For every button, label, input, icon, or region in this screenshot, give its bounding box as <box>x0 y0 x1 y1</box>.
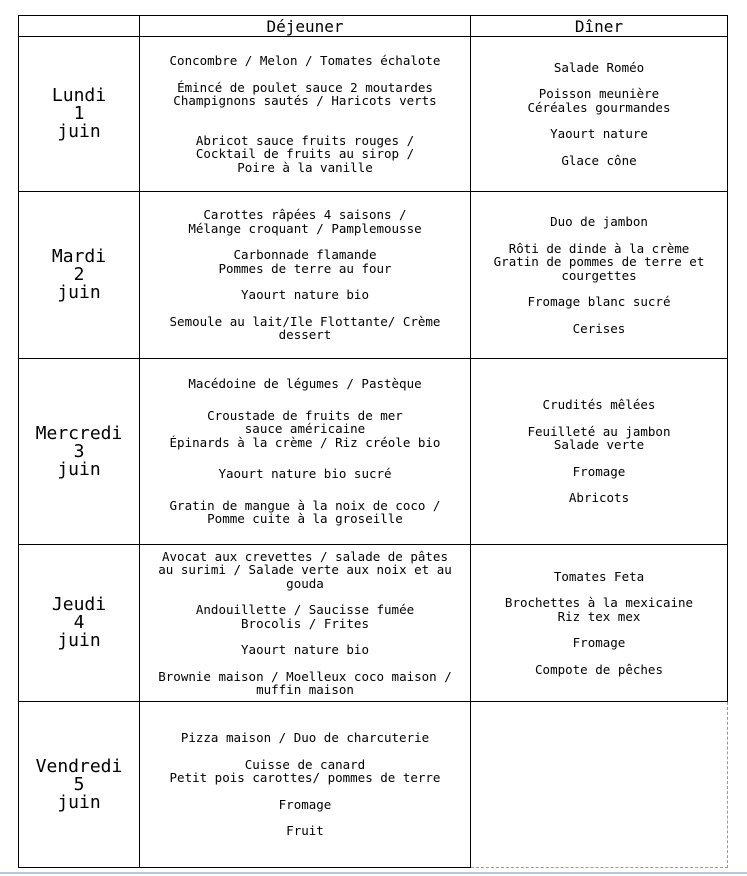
lunch-course: Pizza maison / Duo de charcuterie <box>180 730 430 746</box>
dinner-course: Fromage blanc sucré <box>527 294 671 309</box>
day-row-friday <box>19 702 728 868</box>
dinner-course: Tomates Feta <box>553 568 645 584</box>
dinner-header: Dîner <box>471 16 728 37</box>
dinner-cell <box>471 37 728 192</box>
day-row-thursday <box>19 545 728 702</box>
dinner-course: Poisson meunière Céréales gourmandes <box>527 86 671 115</box>
day-cell <box>19 545 140 702</box>
day-month: juin <box>57 458 101 480</box>
lunch-course: Croustade de fruits de mer sauce américaine Épinards à la crème / Riz créole bio <box>169 407 441 450</box>
day-row-monday <box>19 37 728 192</box>
day-number: 5 <box>73 773 85 795</box>
lunch-course: Fruit <box>286 823 324 839</box>
dinner-course: Brochettes à la mexicaine Riz tex mex <box>504 595 694 624</box>
day-name: Jeudi <box>51 594 107 615</box>
day-number: 2 <box>73 264 85 285</box>
lunch-cell <box>140 359 471 545</box>
day-row-wednesday <box>19 359 728 545</box>
dinner-course: Crudités mêlées <box>542 397 656 413</box>
lunch-course: Carbonnade flamande Pommes de terre au four <box>218 247 392 276</box>
day-cell <box>19 192 140 359</box>
dinner-course: Cerises <box>572 320 626 336</box>
lunch-course: Abricot sauce fruits rouges / Cocktail de fruits au sirop / Poire à la vanille <box>195 132 415 175</box>
lunch-course: Macédoine de légumes / Pastèque <box>188 376 422 392</box>
day-row-tuesday <box>19 192 728 359</box>
dinner-course: Duo de jambon <box>550 214 648 229</box>
lunch-cell <box>140 545 471 702</box>
lunch-course: Carottes râpées 4 saisons / Mélange croquant / Pamplemousse <box>188 207 422 236</box>
day-month: juin <box>57 121 101 142</box>
dinner-course: Compote de pêches <box>535 661 663 677</box>
dinner-course: Feuilleté au jambon Salade verte <box>527 423 671 453</box>
day-number: 3 <box>73 440 85 462</box>
dinner-course: Yaourt nature <box>550 126 648 142</box>
day-month: juin <box>57 630 101 651</box>
day-cell <box>19 359 140 545</box>
dinner-course: Fromage <box>572 635 626 651</box>
lunch-course: Yaourt nature bio sucré <box>218 466 392 482</box>
dinner-cell <box>471 545 728 702</box>
dinner-cell <box>471 192 728 359</box>
lunch-course: Semoule au lait/Ile Flottante/ Crème dessert <box>169 313 441 343</box>
day-name: Mardi <box>51 246 107 267</box>
lunch-course: Brownie maison / Moelleux coco maison / muffin maison <box>158 668 452 697</box>
day-month: juin <box>57 791 101 813</box>
lunch-header: Déjeuner <box>140 16 471 37</box>
corner-cell <box>19 16 140 37</box>
dinner-course: Salade Roméo <box>553 59 645 75</box>
page-bottom-divider <box>0 872 747 874</box>
dinner-cell <box>471 359 728 545</box>
day-name: Vendredi <box>35 755 123 777</box>
lunch-cell <box>140 37 471 192</box>
lunch-course: Yaourt nature bio <box>241 287 369 303</box>
menu-table <box>18 15 728 868</box>
lunch-cell <box>140 192 471 359</box>
day-name: Mercredi <box>35 422 123 444</box>
day-name: Lundi <box>51 85 107 106</box>
lunch-course: Émincé de poulet sauce 2 moutardes Champignons sautés / Haricots verts <box>173 79 437 108</box>
lunch-course: Andouillette / Saucisse fumée Brocolis / Frites <box>195 602 415 631</box>
lunch-course: Fromage <box>278 796 332 812</box>
day-number: 1 <box>73 103 85 124</box>
lunch-course: Cuisse de canard Petit pois carottes/ pommes de terre <box>169 756 441 786</box>
dinner-course: Glace cône <box>561 152 637 168</box>
dinner-course: Abricots <box>568 490 630 506</box>
day-month: juin <box>57 282 101 303</box>
dinner-course: Fromage <box>572 463 626 479</box>
dinner-cell-empty <box>471 702 728 868</box>
lunch-course: Avocat aux crevettes / salade de pâtes au surimi / Salade verte aux noix et au gouda <box>158 548 452 591</box>
day-number: 4 <box>73 612 85 633</box>
lunch-course: Concombre / Melon / Tomates échalote <box>169 53 441 68</box>
dinner-course: Rôti de dinde à la crème Gratin de pommes de terre et courgettes <box>493 240 705 283</box>
header-row <box>19 16 728 37</box>
day-cell <box>19 702 140 868</box>
lunch-cell <box>140 702 471 868</box>
lunch-course: Gratin de mangue à la noix de coco / Pomme cuite à la groseille <box>169 497 441 527</box>
lunch-course: Yaourt nature bio <box>241 642 369 657</box>
day-cell <box>19 37 140 192</box>
